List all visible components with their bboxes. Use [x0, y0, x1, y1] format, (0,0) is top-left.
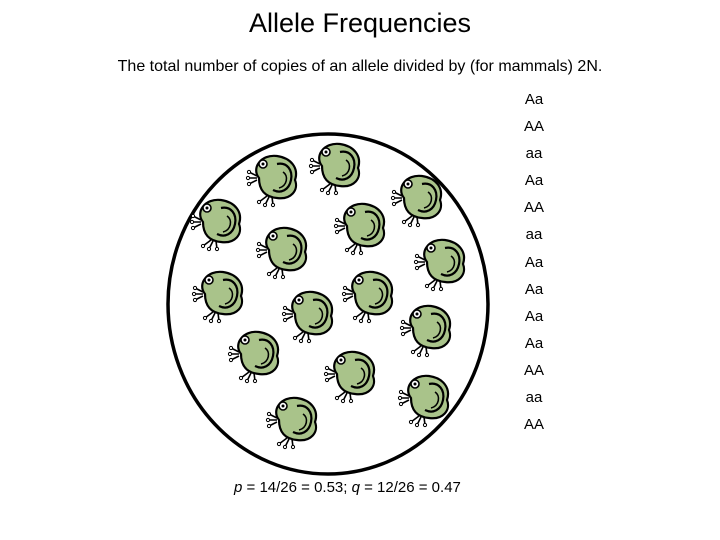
genotype-item: Aa [524, 280, 544, 298]
q-expression: = 12/26 = 0.47 [359, 479, 461, 496]
genotype-item: AA [523, 118, 544, 136]
genotype-item: aa [525, 389, 543, 407]
genotype-item: AA [523, 361, 544, 379]
genotype-item: Aa [524, 307, 544, 325]
genotype-item: aa [525, 145, 543, 163]
genotype-item: Aa [524, 253, 544, 271]
q-symbol: q [351, 479, 360, 496]
genotype-item: aa [525, 226, 543, 244]
p-symbol: p [234, 479, 243, 496]
p-expression: = 14/26 = 0.53; [242, 479, 352, 496]
genotype-item: Aa [524, 334, 544, 352]
population-illustration [165, 130, 495, 480]
genotype-item: Aa [524, 91, 544, 108]
frequency-formula [234, 479, 461, 496]
genotype-list [506, 86, 562, 438]
genotype-item: AA [523, 199, 544, 217]
genotype-item: Aa [524, 172, 544, 190]
slide-subtitle: The total number of copies of an allele divided by (for mammals) 2N. [117, 58, 603, 75]
genotype-item: AA [523, 416, 544, 434]
slide-title: Allele Frequencies [248, 8, 472, 38]
